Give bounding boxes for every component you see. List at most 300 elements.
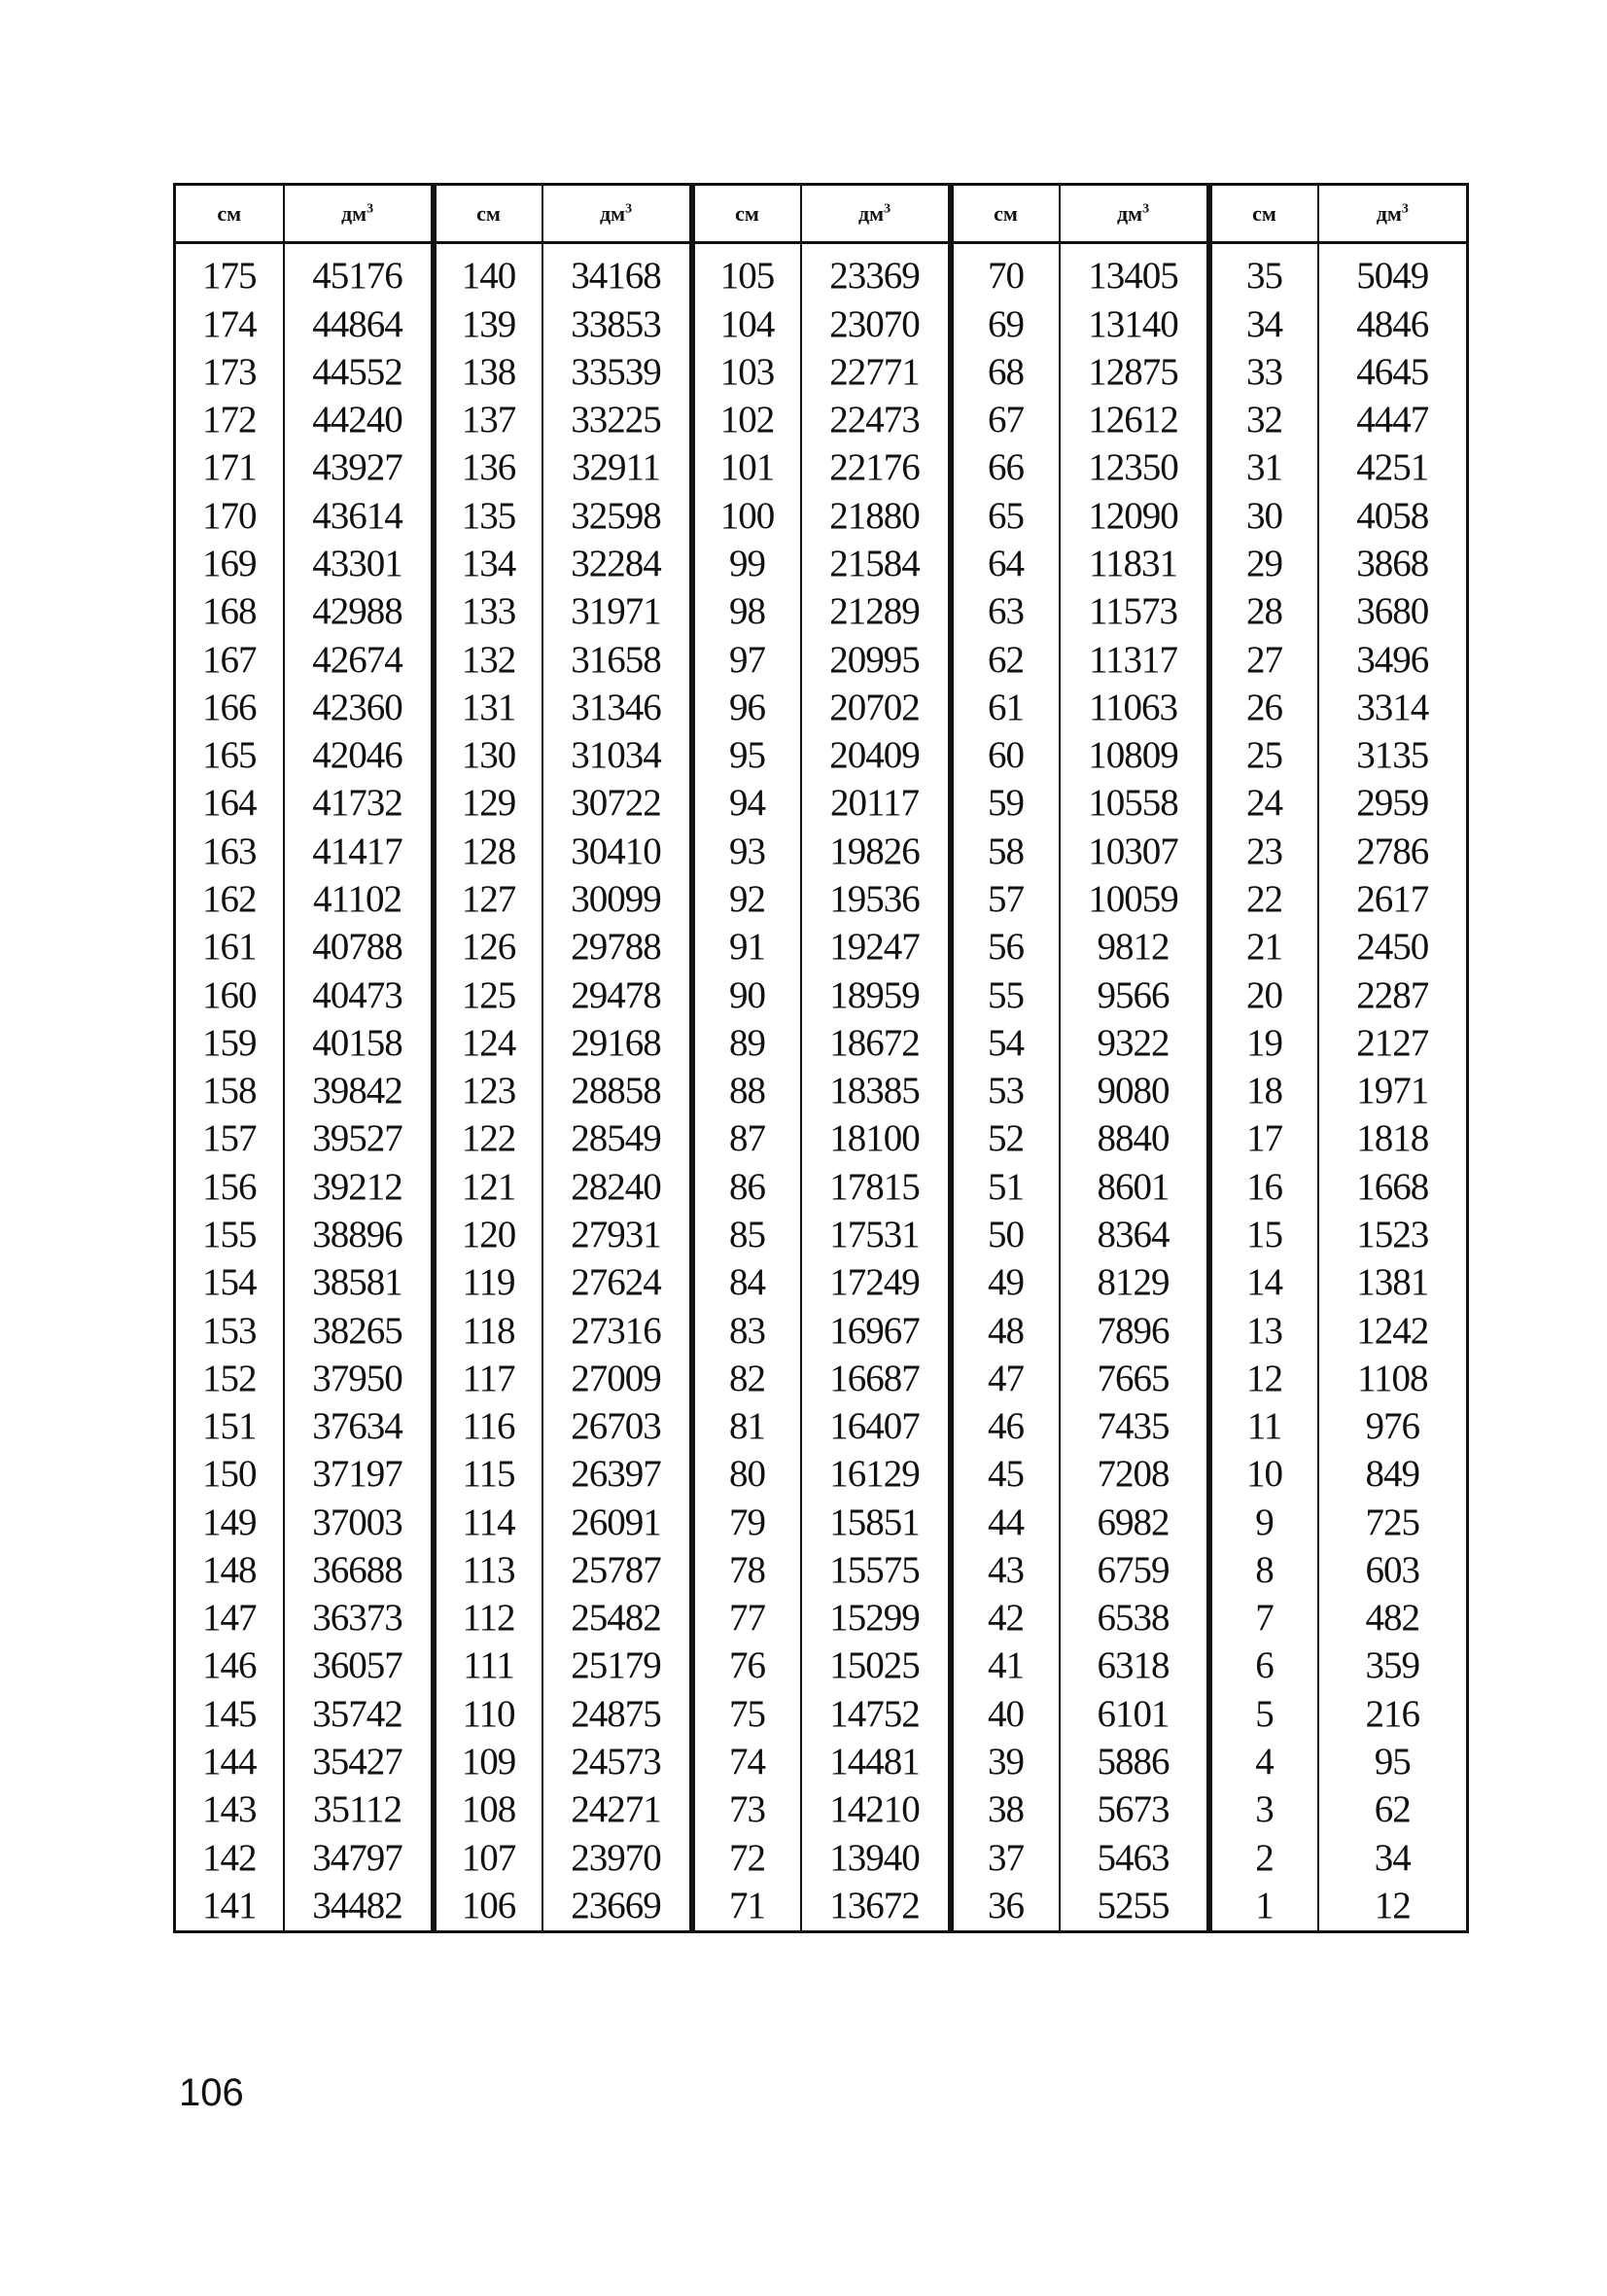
cell-dm3: 1668 — [1318, 1163, 1468, 1211]
cell-cm: 124 — [434, 1019, 542, 1067]
cell-cm: 161 — [175, 924, 284, 971]
table-row — [175, 1499, 1468, 1546]
cell-cm: 45 — [951, 1451, 1060, 1499]
cell-dm3: 11317 — [1060, 636, 1209, 684]
cell-cm: 134 — [434, 540, 542, 587]
filler-cell — [1209, 1930, 1318, 1932]
cell-cm: 34 — [1209, 300, 1318, 348]
cell-cm: 62 — [951, 636, 1060, 684]
header-dm3 — [542, 185, 692, 243]
cell-cm: 107 — [434, 1834, 542, 1882]
cell-cm: 159 — [175, 1019, 284, 1067]
cell-cm: 29 — [1209, 540, 1318, 587]
cell-dm3: 1381 — [1318, 1259, 1468, 1307]
cell-dm3: 3496 — [1318, 636, 1468, 684]
cell-dm3: 22771 — [801, 348, 951, 396]
cell-dm3: 29168 — [542, 1019, 692, 1067]
cell-cm: 50 — [951, 1211, 1060, 1258]
cell-cm: 22 — [1209, 875, 1318, 923]
table-row — [175, 1163, 1468, 1211]
cell-cm: 138 — [434, 348, 542, 396]
cell-dm3: 15851 — [801, 1499, 951, 1546]
header-dm-exponent: 3 — [1142, 201, 1150, 217]
cell-cm: 128 — [434, 828, 542, 875]
cell-cm: 95 — [692, 732, 801, 780]
table-row — [175, 924, 1468, 971]
cell-cm: 120 — [434, 1211, 542, 1258]
cell-cm: 98 — [692, 588, 801, 636]
cell-cm: 169 — [175, 540, 284, 587]
cell-dm3: 18959 — [801, 971, 951, 1019]
cell-cm: 158 — [175, 1067, 284, 1114]
cell-cm: 126 — [434, 924, 542, 971]
table-row — [175, 300, 1468, 348]
table-row — [175, 1259, 1468, 1307]
cell-cm: 1 — [1209, 1882, 1318, 1929]
table-row — [175, 1451, 1468, 1499]
cell-cm: 112 — [434, 1595, 542, 1643]
table-row — [175, 1690, 1468, 1738]
cell-cm: 39 — [951, 1738, 1060, 1785]
table-row — [175, 1786, 1468, 1834]
cell-cm: 53 — [951, 1067, 1060, 1114]
cell-dm3: 1108 — [1318, 1355, 1468, 1402]
cell-dm3: 8601 — [1060, 1163, 1209, 1211]
page-number: 106 — [179, 2071, 244, 2114]
cell-dm3: 16129 — [801, 1451, 951, 1499]
cell-cm: 101 — [692, 444, 801, 492]
cell-cm: 92 — [692, 875, 801, 923]
cell-dm3: 2959 — [1318, 780, 1468, 828]
cell-cm: 150 — [175, 1451, 284, 1499]
cell-cm: 118 — [434, 1307, 542, 1355]
cell-dm3: 1523 — [1318, 1211, 1468, 1258]
cell-dm3: 1818 — [1318, 1115, 1468, 1163]
table-row — [175, 1643, 1468, 1690]
cell-dm3: 13672 — [801, 1882, 951, 1929]
cell-cm: 167 — [175, 636, 284, 684]
table-row — [175, 492, 1468, 540]
cell-dm3: 39527 — [284, 1115, 434, 1163]
cell-dm3: 359 — [1318, 1643, 1468, 1690]
cell-dm3: 20409 — [801, 732, 951, 780]
cell-dm3: 8840 — [1060, 1115, 1209, 1163]
header-dm-exponent: 3 — [884, 201, 891, 217]
table-row — [175, 444, 1468, 492]
cell-dm3: 44552 — [284, 348, 434, 396]
cell-dm3: 12090 — [1060, 492, 1209, 540]
cell-dm3: 26703 — [542, 1402, 692, 1450]
cell-dm3: 27009 — [542, 1355, 692, 1402]
cell-cm: 7 — [1209, 1595, 1318, 1643]
cell-dm3: 36373 — [284, 1595, 434, 1643]
cell-cm: 89 — [692, 1019, 801, 1067]
cell-cm: 71 — [692, 1882, 801, 1929]
cell-cm: 173 — [175, 348, 284, 396]
cell-dm3: 24573 — [542, 1738, 692, 1785]
cell-dm3: 216 — [1318, 1690, 1468, 1738]
table-row — [175, 828, 1468, 875]
cell-dm3: 31346 — [542, 684, 692, 731]
header-dm-exponent: 3 — [625, 201, 633, 217]
cell-cm: 24 — [1209, 780, 1318, 828]
cell-dm3: 43927 — [284, 444, 434, 492]
cell-dm3: 38265 — [284, 1307, 434, 1355]
cell-dm3: 42988 — [284, 588, 434, 636]
cell-cm: 5 — [1209, 1690, 1318, 1738]
table-row — [175, 588, 1468, 636]
cell-cm: 33 — [1209, 348, 1318, 396]
cell-cm: 57 — [951, 875, 1060, 923]
cell-dm3: 1971 — [1318, 1067, 1468, 1114]
cell-dm3: 34797 — [284, 1834, 434, 1882]
table-row — [175, 1307, 1468, 1355]
cell-cm: 130 — [434, 732, 542, 780]
cell-cm: 52 — [951, 1115, 1060, 1163]
cell-cm: 81 — [692, 1402, 801, 1450]
cell-dm3: 4058 — [1318, 492, 1468, 540]
header-dm-exponent: 3 — [1401, 201, 1409, 217]
cell-dm3: 5463 — [1060, 1834, 1209, 1882]
cell-cm: 38 — [951, 1786, 1060, 1834]
cell-cm: 59 — [951, 780, 1060, 828]
filler-row — [175, 1930, 1468, 1932]
cell-dm3: 7208 — [1060, 1451, 1209, 1499]
cell-dm3: 4251 — [1318, 444, 1468, 492]
cell-cm: 88 — [692, 1067, 801, 1114]
cell-dm3: 40158 — [284, 1019, 434, 1067]
cell-cm: 160 — [175, 971, 284, 1019]
cell-cm: 79 — [692, 1499, 801, 1546]
cell-dm3: 33853 — [542, 300, 692, 348]
header-cm: см — [692, 185, 801, 243]
cell-cm: 117 — [434, 1355, 542, 1402]
cell-dm3: 32911 — [542, 444, 692, 492]
cell-cm: 156 — [175, 1163, 284, 1211]
cell-dm3: 4447 — [1318, 397, 1468, 444]
cell-dm3: 23669 — [542, 1882, 692, 1929]
cell-dm3: 8364 — [1060, 1211, 1209, 1258]
cell-cm: 65 — [951, 492, 1060, 540]
cell-dm3: 36688 — [284, 1546, 434, 1594]
cell-dm3: 14210 — [801, 1786, 951, 1834]
cell-cm: 11 — [1209, 1402, 1318, 1450]
header-dm3 — [284, 185, 434, 243]
cell-cm: 20 — [1209, 971, 1318, 1019]
cell-dm3: 3314 — [1318, 684, 1468, 731]
cell-cm: 9 — [1209, 1499, 1318, 1546]
cell-dm3: 29478 — [542, 971, 692, 1019]
header-row — [175, 185, 1468, 243]
cell-cm: 166 — [175, 684, 284, 731]
cell-dm3: 23070 — [801, 300, 951, 348]
cell-dm3: 603 — [1318, 1546, 1468, 1594]
cell-dm3: 10059 — [1060, 875, 1209, 923]
cell-cm: 133 — [434, 588, 542, 636]
filler-cell — [284, 1930, 434, 1932]
cell-dm3: 18100 — [801, 1115, 951, 1163]
header-dm-exponent: 3 — [367, 201, 374, 217]
cell-cm: 96 — [692, 684, 801, 731]
cell-cm: 69 — [951, 300, 1060, 348]
cell-dm3: 40788 — [284, 924, 434, 971]
cell-dm3: 41417 — [284, 828, 434, 875]
cell-cm: 63 — [951, 588, 1060, 636]
cell-cm: 141 — [175, 1882, 284, 1929]
cell-cm: 82 — [692, 1355, 801, 1402]
cell-cm: 68 — [951, 348, 1060, 396]
cell-cm: 127 — [434, 875, 542, 923]
cell-cm: 140 — [434, 243, 542, 300]
cell-dm3: 13405 — [1060, 243, 1209, 300]
cell-cm: 49 — [951, 1259, 1060, 1307]
cell-dm3: 5255 — [1060, 1882, 1209, 1929]
cell-cm: 21 — [1209, 924, 1318, 971]
cell-cm: 83 — [692, 1307, 801, 1355]
cell-cm: 56 — [951, 924, 1060, 971]
cell-cm: 155 — [175, 1211, 284, 1258]
table-row — [175, 1355, 1468, 1402]
cell-dm3: 33225 — [542, 397, 692, 444]
cell-dm3: 34168 — [542, 243, 692, 300]
cell-cm: 86 — [692, 1163, 801, 1211]
table-row — [175, 875, 1468, 923]
cell-dm3: 8129 — [1060, 1259, 1209, 1307]
cell-cm: 100 — [692, 492, 801, 540]
cell-dm3: 22176 — [801, 444, 951, 492]
cell-cm: 149 — [175, 1499, 284, 1546]
table-row — [175, 397, 1468, 444]
cell-dm3: 42046 — [284, 732, 434, 780]
cell-dm3: 28240 — [542, 1163, 692, 1211]
cell-cm: 27 — [1209, 636, 1318, 684]
cell-cm: 77 — [692, 1595, 801, 1643]
cell-cm: 153 — [175, 1307, 284, 1355]
cell-dm3: 6101 — [1060, 1690, 1209, 1738]
cell-cm: 157 — [175, 1115, 284, 1163]
cell-dm3: 849 — [1318, 1451, 1468, 1499]
cell-cm: 125 — [434, 971, 542, 1019]
cell-dm3: 6982 — [1060, 1499, 1209, 1546]
cell-dm3: 5886 — [1060, 1738, 1209, 1785]
cell-cm: 44 — [951, 1499, 1060, 1546]
filler-cell — [542, 1930, 692, 1932]
cell-dm3: 16407 — [801, 1402, 951, 1450]
cell-dm3: 16687 — [801, 1355, 951, 1402]
cell-dm3: 25179 — [542, 1643, 692, 1690]
header-dm-unit: дм — [1376, 200, 1402, 226]
cell-dm3: 34482 — [284, 1882, 434, 1929]
cell-cm: 13 — [1209, 1307, 1318, 1355]
cell-cm: 74 — [692, 1738, 801, 1785]
header-dm3 — [1318, 185, 1468, 243]
cell-dm3: 28549 — [542, 1115, 692, 1163]
table-row — [175, 1834, 1468, 1882]
table-row — [175, 1546, 1468, 1594]
cell-cm: 15 — [1209, 1211, 1318, 1258]
cell-cm: 163 — [175, 828, 284, 875]
filler-cell — [1060, 1930, 1209, 1932]
cell-dm3: 35742 — [284, 1690, 434, 1738]
cell-cm: 174 — [175, 300, 284, 348]
cell-dm3: 43301 — [284, 540, 434, 587]
filler-cell — [1318, 1930, 1468, 1932]
cell-cm: 25 — [1209, 732, 1318, 780]
cell-dm3: 482 — [1318, 1595, 1468, 1643]
table-row — [175, 1738, 1468, 1785]
cell-dm3: 3868 — [1318, 540, 1468, 587]
cell-dm3: 5673 — [1060, 1786, 1209, 1834]
cell-cm: 80 — [692, 1451, 801, 1499]
cell-cm: 93 — [692, 828, 801, 875]
cell-dm3: 7435 — [1060, 1402, 1209, 1450]
cell-dm3: 31658 — [542, 636, 692, 684]
table-row — [175, 971, 1468, 1019]
cell-dm3: 3135 — [1318, 732, 1468, 780]
header-cm: см — [1209, 185, 1318, 243]
header-dm-unit: дм — [599, 200, 626, 226]
cell-cm: 14 — [1209, 1259, 1318, 1307]
cell-dm3: 21880 — [801, 492, 951, 540]
cell-dm3: 6318 — [1060, 1643, 1209, 1690]
cell-dm3: 725 — [1318, 1499, 1468, 1546]
header-dm-unit: дм — [857, 200, 885, 226]
cell-cm: 114 — [434, 1499, 542, 1546]
cell-dm3: 30410 — [542, 828, 692, 875]
table-row — [175, 1882, 1468, 1929]
cell-cm: 105 — [692, 243, 801, 300]
cell-dm3: 40473 — [284, 971, 434, 1019]
cell-cm: 26 — [1209, 684, 1318, 731]
cell-cm: 116 — [434, 1402, 542, 1450]
cell-dm3: 38581 — [284, 1259, 434, 1307]
header-dm3 — [801, 185, 951, 243]
cell-cm: 17 — [1209, 1115, 1318, 1163]
cell-dm3: 24875 — [542, 1690, 692, 1738]
cell-cm: 108 — [434, 1786, 542, 1834]
cell-dm3: 35112 — [284, 1786, 434, 1834]
cell-dm3: 42674 — [284, 636, 434, 684]
cell-cm: 28 — [1209, 588, 1318, 636]
cell-cm: 37 — [951, 1834, 1060, 1882]
table-row — [175, 1211, 1468, 1258]
cell-dm3: 37197 — [284, 1451, 434, 1499]
cell-dm3: 13940 — [801, 1834, 951, 1882]
cell-cm: 154 — [175, 1259, 284, 1307]
cell-cm: 85 — [692, 1211, 801, 1258]
cell-dm3: 2786 — [1318, 828, 1468, 875]
cell-dm3: 23369 — [801, 243, 951, 300]
cell-cm: 3 — [1209, 1786, 1318, 1834]
cell-cm: 2 — [1209, 1834, 1318, 1882]
cell-dm3: 10558 — [1060, 780, 1209, 828]
filler-cell — [434, 1930, 542, 1932]
cell-dm3: 37634 — [284, 1402, 434, 1450]
cell-cm: 67 — [951, 397, 1060, 444]
header-dm-unit: дм — [340, 200, 367, 226]
cell-dm3: 32284 — [542, 540, 692, 587]
cell-cm: 165 — [175, 732, 284, 780]
table-row — [175, 1067, 1468, 1114]
table-row — [175, 780, 1468, 828]
cell-cm: 55 — [951, 971, 1060, 1019]
cell-cm: 30 — [1209, 492, 1318, 540]
cell-cm: 94 — [692, 780, 801, 828]
cell-dm3: 20702 — [801, 684, 951, 731]
table-row — [175, 348, 1468, 396]
cell-cm: 121 — [434, 1163, 542, 1211]
cell-dm3: 24271 — [542, 1786, 692, 1834]
cell-dm3: 30099 — [542, 875, 692, 923]
cell-cm: 122 — [434, 1115, 542, 1163]
cell-dm3: 6538 — [1060, 1595, 1209, 1643]
cell-cm: 171 — [175, 444, 284, 492]
cell-cm: 146 — [175, 1643, 284, 1690]
filler-cell — [692, 1930, 801, 1932]
cell-cm: 103 — [692, 348, 801, 396]
cell-dm3: 11063 — [1060, 684, 1209, 731]
cell-cm: 123 — [434, 1067, 542, 1114]
cell-dm3: 37950 — [284, 1355, 434, 1402]
table-row — [175, 1595, 1468, 1643]
cell-dm3: 9080 — [1060, 1067, 1209, 1114]
header-cm: см — [175, 185, 284, 243]
cell-dm3: 9566 — [1060, 971, 1209, 1019]
cell-cm: 137 — [434, 397, 542, 444]
cell-cm: 19 — [1209, 1019, 1318, 1067]
cell-dm3: 33539 — [542, 348, 692, 396]
cell-cm: 115 — [434, 1451, 542, 1499]
cell-dm3: 14752 — [801, 1690, 951, 1738]
cell-dm3: 16967 — [801, 1307, 951, 1355]
cell-dm3: 976 — [1318, 1402, 1468, 1450]
cell-dm3: 12612 — [1060, 397, 1209, 444]
filler-cell — [175, 1930, 284, 1932]
cell-dm3: 19247 — [801, 924, 951, 971]
header-cm: см — [951, 185, 1060, 243]
cell-cm: 58 — [951, 828, 1060, 875]
table-row — [175, 1402, 1468, 1450]
filler-cell — [951, 1930, 1060, 1932]
cell-cm: 99 — [692, 540, 801, 587]
cell-dm3: 12875 — [1060, 348, 1209, 396]
cell-dm3: 13140 — [1060, 300, 1209, 348]
cell-dm3: 7896 — [1060, 1307, 1209, 1355]
cell-cm: 175 — [175, 243, 284, 300]
calibration-table — [173, 183, 1469, 1933]
cell-dm3: 44240 — [284, 397, 434, 444]
cell-dm3: 9322 — [1060, 1019, 1209, 1067]
cell-cm: 54 — [951, 1019, 1060, 1067]
cell-dm3: 22473 — [801, 397, 951, 444]
cell-cm: 23 — [1209, 828, 1318, 875]
cell-dm3: 14481 — [801, 1738, 951, 1785]
cell-cm: 72 — [692, 1834, 801, 1882]
cell-cm: 66 — [951, 444, 1060, 492]
cell-dm3: 10307 — [1060, 828, 1209, 875]
cell-cm: 76 — [692, 1643, 801, 1690]
cell-dm3: 25787 — [542, 1546, 692, 1594]
filler-cell — [801, 1930, 951, 1932]
cell-cm: 41 — [951, 1643, 1060, 1690]
cell-dm3: 1242 — [1318, 1307, 1468, 1355]
cell-dm3: 62 — [1318, 1786, 1468, 1834]
cell-dm3: 35427 — [284, 1738, 434, 1785]
cell-dm3: 10809 — [1060, 732, 1209, 780]
cell-cm: 148 — [175, 1546, 284, 1594]
cell-dm3: 12350 — [1060, 444, 1209, 492]
cell-dm3: 2617 — [1318, 875, 1468, 923]
